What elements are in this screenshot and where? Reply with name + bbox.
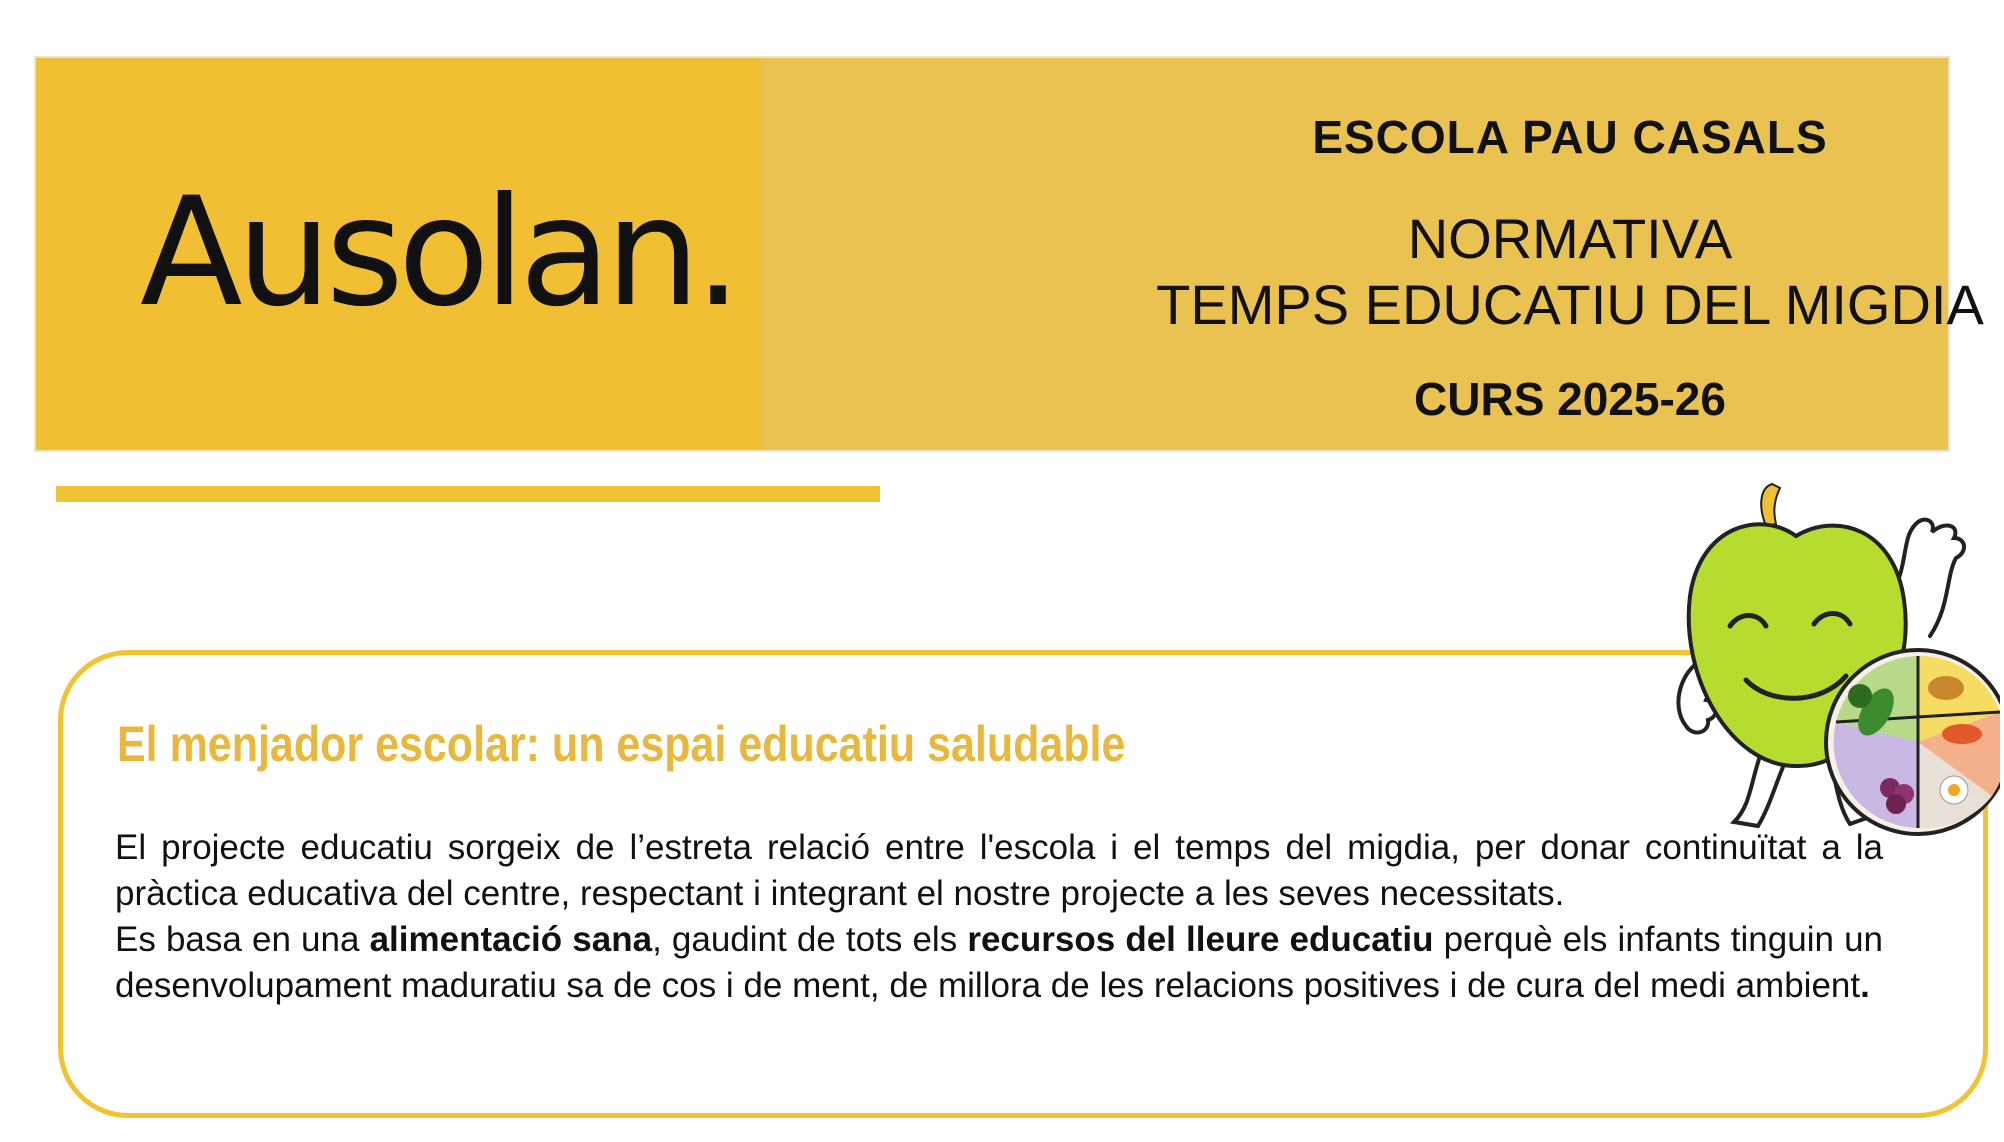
paragraph-1: El projecte educatiu sorgeix de l’estreta relació entre l'escola i el temps del migdia, per donar continuïtat a la pràctica educativa del centre, respectant i integrant el nostre projecte a les seves necessitats. [115,828,1883,913]
bold-healthy-food: alimentació sana [369,920,653,959]
document-title [1042,206,2004,338]
section-title: El menjador escolar: un espai educatiu saludable [117,716,1126,772]
paragraph-2-text-b: , gaudint de tots els [652,920,968,959]
logo-panel [36,58,762,450]
document-title-line1: NORMATIVA [1407,207,1733,270]
paragraph-2-text-a: Es basa en una [115,920,370,959]
document-title-line2: TEMPS EDUCATIU DEL MIGDIA [1156,273,1984,336]
title-panel-inner [1042,58,2004,450]
paragraph-2 [115,917,1883,1009]
decorative-underline [56,486,880,502]
school-name: ESCOLA PAU CASALS [1312,111,1828,163]
paragraph-2-text-c: perquè els infants tinguin un desenvolupament maduratiu sa de cos i de ment, de millora de les relacions positives i de cura del medi ambient [115,920,1883,1005]
ausolan-logo: Ausolan. [140,166,736,340]
bold-leisure-resources: recursos del lleure educatiu [967,920,1434,959]
header-band [34,56,1984,452]
apple-mascot-icon [1600,476,2000,836]
food-plate-icon [1826,650,2000,834]
title-panel [762,58,1984,450]
paragraph-2-end: . [1860,966,1870,1005]
section-body [115,825,1883,1009]
course-year: CURS 2025-26 [1414,373,1726,425]
